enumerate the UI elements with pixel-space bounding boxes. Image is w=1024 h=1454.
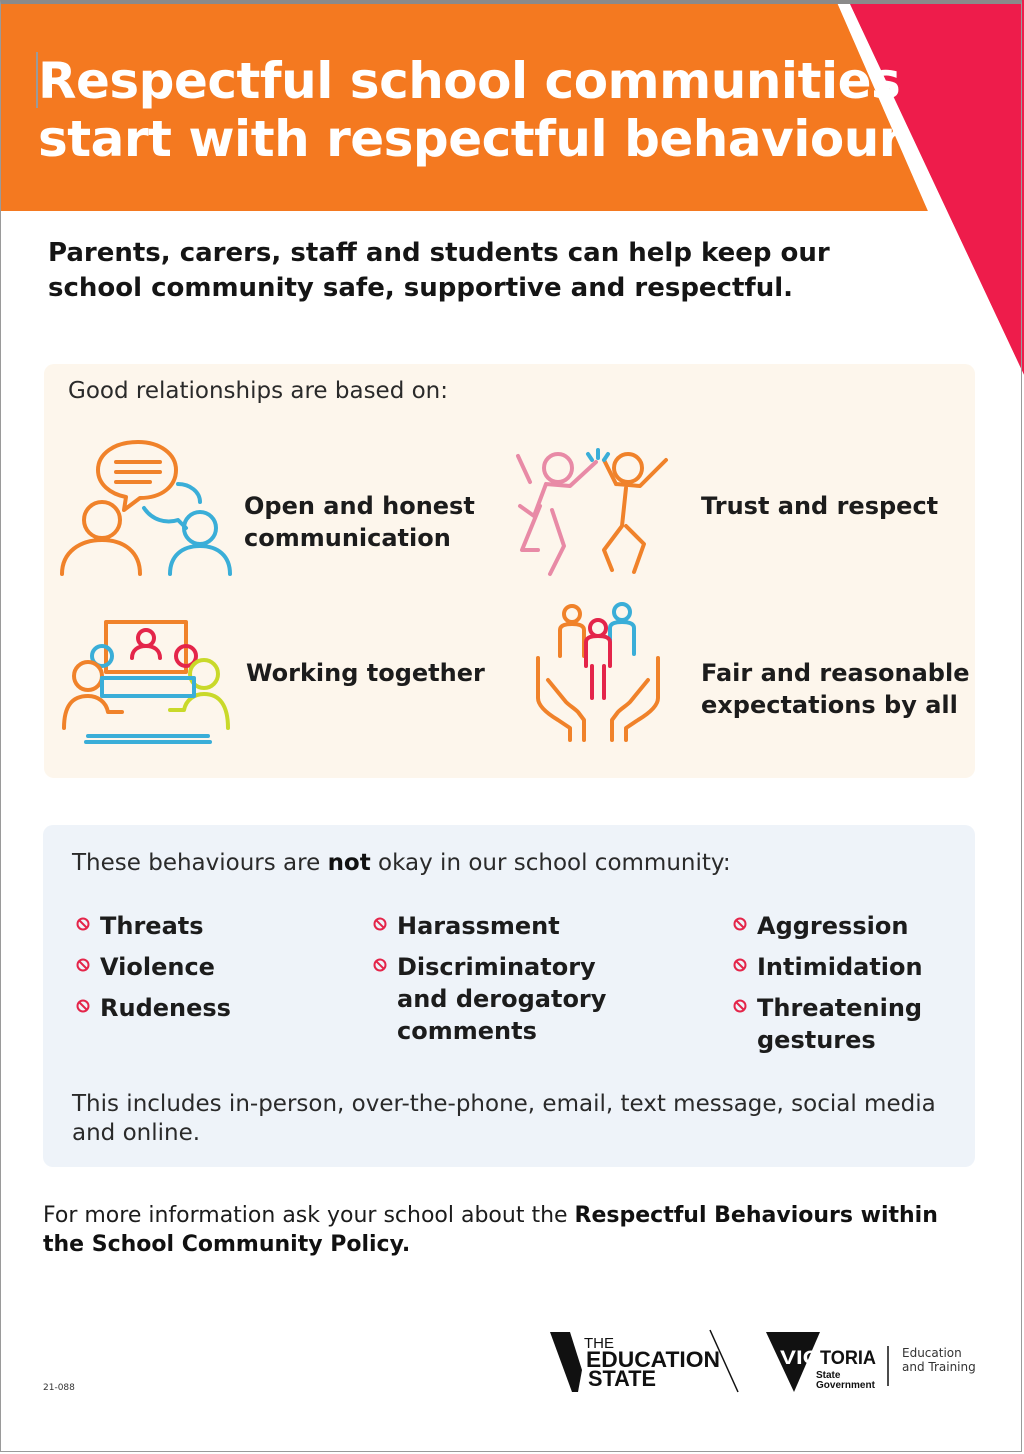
behaviour-item-discriminatory: Discriminatory and derogatory comments [373, 951, 606, 1047]
channels-note: This includes in-person, over-the-phone, email, text message, social media and online. [72, 1091, 936, 1146]
behaviour-item-harassment: Harassment [373, 910, 606, 942]
svg-text:State: State [816, 1370, 841, 1381]
prohibited-icon [76, 917, 90, 931]
behaviour-item-threats: Threats [76, 910, 231, 942]
behaviour-item-aggression: Aggression [733, 910, 923, 942]
meeting-table-icon [58, 618, 238, 746]
victoria-state-government-logo [766, 1330, 900, 1396]
speech-people-icon [58, 436, 238, 580]
relationship-label-trust: Trust and respect [701, 492, 939, 520]
behaviour-column-1 [76, 910, 231, 1024]
behaviour-item-threatening-gestures: Threatening gestures [733, 992, 923, 1056]
svg-text:Government: Government [816, 1380, 875, 1391]
education-state-logo [548, 1328, 744, 1396]
svg-text:VIC: VIC [780, 1348, 821, 1369]
prohibited-icon [733, 999, 747, 1013]
document-code: 21-088 [43, 1383, 75, 1393]
title-line-2: start with respectful behaviour [38, 110, 903, 168]
high-five-icon [512, 446, 680, 580]
prohibited-icon [373, 917, 387, 931]
relationship-label-working-together: Working together [246, 659, 485, 687]
department-name: Education and Training [902, 1346, 976, 1374]
behaviour-column-2 [373, 910, 606, 1047]
prohibited-icon [76, 999, 90, 1013]
behaviour-item-intimidation: Intimidation [733, 951, 923, 983]
behaviour-item-rudeness: Rudeness [76, 992, 231, 1024]
policy-name: Respectful Behaviours within the School Community Policy. [43, 1203, 938, 1257]
title-line-1: Respectful school communities [38, 52, 901, 110]
svg-text:EDUCATION: EDUCATION [586, 1347, 720, 1372]
prohibited-icon [733, 917, 747, 931]
prohibited-icon [76, 958, 90, 972]
relationship-label-fair-expectations: Fair and reasonable expectations by all [701, 659, 970, 719]
good-relationships-heading: Good relationships are based on: [68, 378, 449, 404]
prohibited-icon [733, 958, 747, 972]
behaviour-column-3 [733, 910, 923, 1056]
page-title [38, 52, 903, 168]
svg-text:STATE: STATE [588, 1366, 656, 1391]
svg-text:TORIA: TORIA [820, 1348, 877, 1369]
unacceptable-behaviours-heading: These behaviours are not okay in our school community: [72, 850, 731, 876]
behaviour-item-violence: Violence [76, 951, 231, 983]
svg-text:THE: THE [584, 1335, 614, 1352]
more-information-text: For more information ask your school about the Respectful Behaviours within the School Community Policy. [43, 1203, 938, 1257]
hands-holding-people-icon [530, 602, 666, 744]
intro-text: Parents, carers, staff and students can help keep our school community safe, supportive and respectful. [48, 238, 830, 303]
prohibited-icon [373, 958, 387, 972]
relationship-label-communication: Open and honest communication [244, 492, 475, 552]
